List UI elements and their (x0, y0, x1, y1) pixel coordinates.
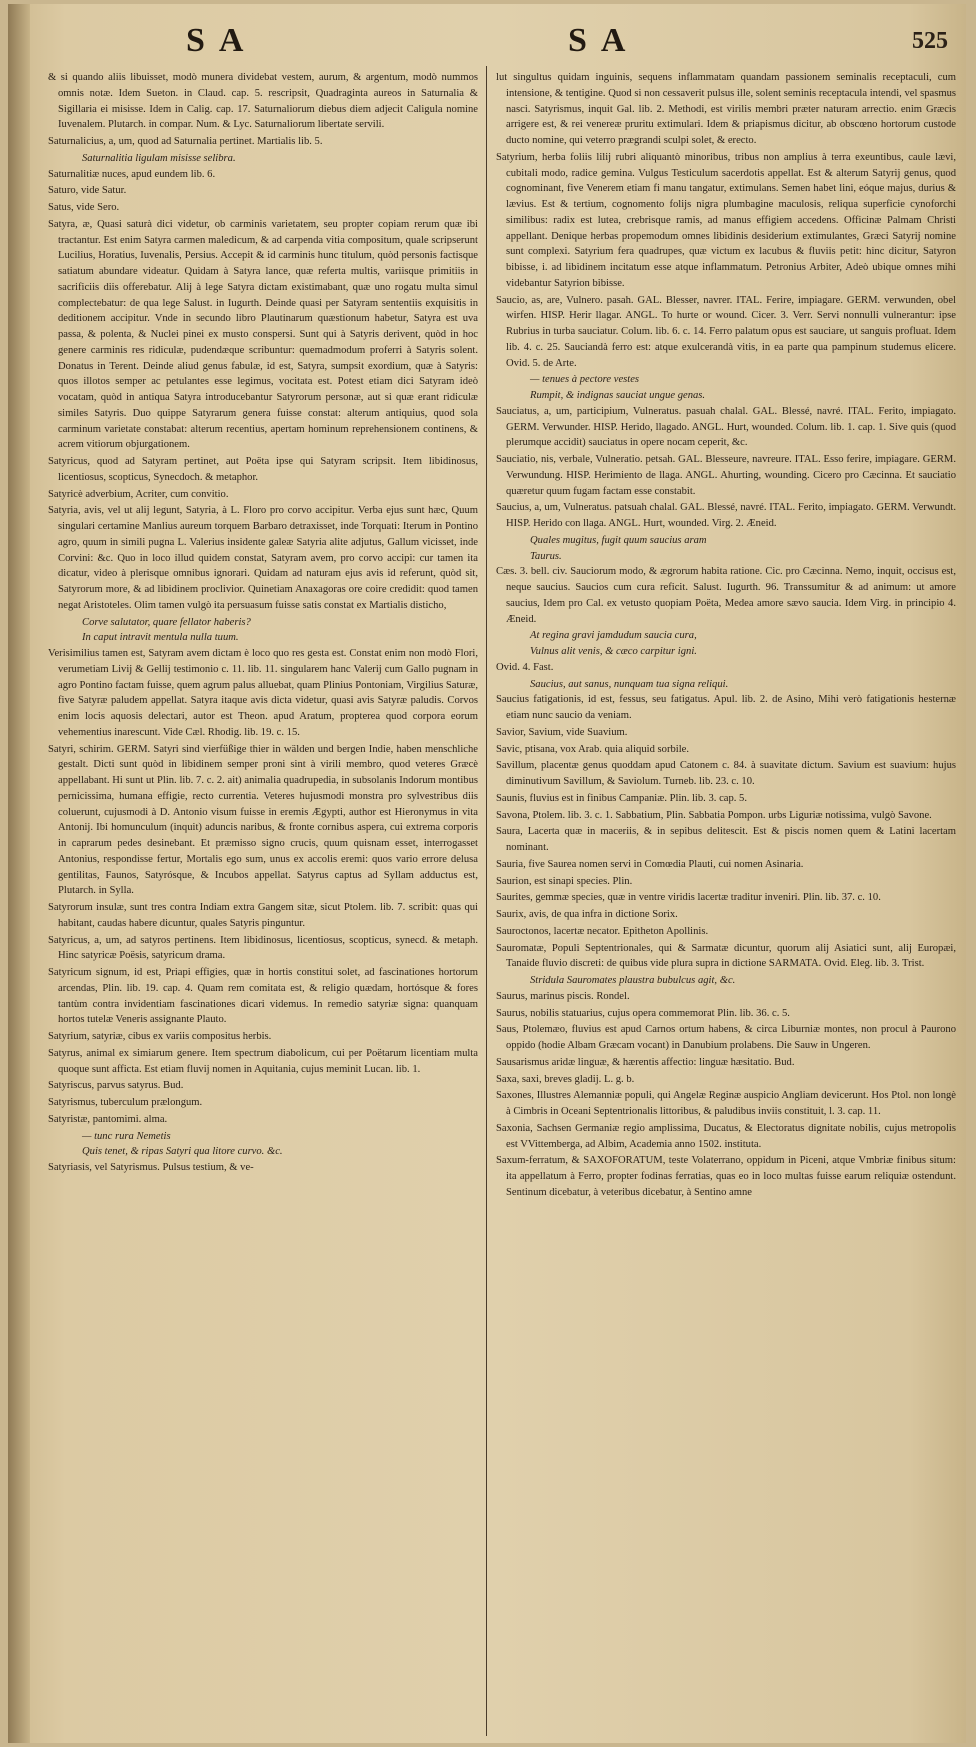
dictionary-entry: Savic, ptisana, vox Arab. quia aliquid sorbile. (496, 743, 690, 755)
dictionary-entry: Saturo, vide Satur. (48, 185, 127, 197)
dictionary-entry: Saxum-ferratum, & SAXOFORATUM, teste Volaterrano, oppidum in Piceni, atque Vmbriæ finibus situm: ita appellatum à Ferro, propter fodinas ferratias, quas eo in loco multas fuisse earum reliquiæ ostendunt. Sentinum dicebatur, à veteribus dicebatur, à Sentino amne (496, 1155, 956, 1198)
dictionary-entry: Saxa, saxi, breves gladij. L. g. b. (496, 1073, 635, 1085)
dictionary-entry: Ovid. 4. Fast. (496, 661, 554, 673)
dictionary-entry: Saura, Lacerta quæ in maceriis, & in sepibus delitescit. Est & piscis nomen quem & Latini lacertam nominant. (496, 826, 956, 853)
quoted-verse: Rumpit, & indignas sauciat ungue genas. (530, 390, 706, 401)
dictionary-entry: Verisimilius tamen est, Satyram avem dictam è loco quo res gesta est. Constat enim non modò Flori, verumetiam Livij & Gellij testimonio c. 11. lib. 11. singularem hanc Valerij cum Gallo pugnam in agro Pontino factam fuisse, quem agrum palus alluebat, quam Plinius Pontoniam, Virgilius Saturæ, five Satyræ paludem appellat. Satyra itaque avis dicta videtur, quasi avis Satyræ paludis. Corvos enim locis aquosis delectari, autor est Theon. apud Aratum, propterea quod corpora eorum vehementius inarescunt. Vide Cæl. Rhodig. lib. 19. c. 15. (48, 648, 478, 738)
dictionary-entry: Saurix, avis, de qua infra in dictione Sorix. (496, 909, 678, 920)
quoted-verse: Quis tenet, & ripas Satyri qua litore curvo. &c. (82, 1146, 283, 1158)
dictionary-entry: Saucius, a, um, Vulneratus. patsuah chalal. GAL. Blessé, navré. ITAL. Ferito, impiagato. GERM. Verwundt. HISP. Herido con llaga. ANGL. Hurt, wounded. Virg. 2. Æneid. (496, 502, 956, 529)
dictionary-entry: Savillum, placentæ genus quoddam apud Catonem c. 84. à suavitate dictum. Savium est suavium: hujus diminutivum Savillum, & Saviolum. Turneb. lib. 23. c. 10. (496, 760, 956, 787)
dictionary-entry: Satyricus, quod ad Satyram pertinet, aut Poëta ipse qui Satyram scripsit. Item libidinosus, licentiosus, scopticus, Synecdoch. & metaphor. (48, 456, 478, 483)
dictionary-entry: Saurion, est sinapi species. Plin. (496, 875, 633, 887)
dictionary-entry: Sauciatus, a, um, participium, Vulneratus. pasuah chalal. GAL. Blessé, navré. ITAL. Ferito, impiagato. GERM. Verwunder. HISP. Herido, llagado. ANGL. Hurt, wounded. Colum. lib. 1. cap. 1. Sive quis (quod plerumque accidit) sauciatus in opere nocam ceperit, &c. (496, 405, 956, 449)
dictionary-entry: Satyra, æ, Quasi saturà dici videtur, ob carminis varietatem, seu propter copiam rerum quæ ibi tractantur. Est enim Satyra carmen maledicum, & ad carpenda vitia compositum, quale scripserunt Lucilius, Horatius, Iuvenalis, Persius. Accepit & id carminis hunc titulum, quòd personis factisque satiatum abundare videatur. Quidam à Satyra lance, quæ referta multis, variisque primitiis in sacrificiis diis offerebatur. Alij à lege Satyra dictam existimabant, quæ uno rogatu multa simul complectebatur: de qua lege Salust. in Iugurth. Deinde quasi per Satyram sententiis exquisitis in deditionem accipitur. Vnde in secundo libro Plautinarum quæstionum habetur, Satyra est uva passa, & polenta, & Nuclei pinei ex musto conspersi. Sunt qui à Satyris derivent, quòd in hoc genere carminis res ridiculæ, pudendæque scribuntur: quemadmodum proferri à Satyris solent. Donatus in Terent. Deinde aliud genus fabulæ, id est, Satyra, sumpsit exordium, quæ à Satyris: quos illotos semper ac petulantes esse legimus, vocitata est. Potest etiam dici Satyram ideò vocatam, quòd in antiqua Satyra introducebantur Satyrorum personæ, aut si quæ erant ridiculæ similes Satyris. Duo quippe Satyrarum genera fuisse constat: alterum antiquius, quod sola carminum varietate constabat: alterum recentius, apertam hominum reprehensionem continens, & acrem vitiorum objurgationem. (48, 218, 478, 451)
quoted-verse: Corve salutator, quare fellator haberis? (82, 616, 251, 628)
dictionary-entry: Saunis, fluvius est in finibus Campaniæ. Plin. lib. 3. cap. 5. (496, 792, 748, 804)
dictionary-entry: Saurus, marinus piscis. Rondel. (496, 990, 630, 1002)
dictionary-entry: Satyrium, herba foliis lilij rubri aliquantò minoribus, tribus non amplius à terra exeuntibus, caule lævi, cubitali modo, radice gemina. Vulgus Testiculum sacerdotis appellat. Est & alterum Satyrij genus, quod cognominant, five Venerem etiam fi manu tangatur, extimulans. Semen habet lini, eóque majus, durius & lævius. Est & tertium, cognomento folijs nigra plumbagine maculosis, reliqua superficie cynoforchi similibus: radix est lutea, crebrisque ramis, ad manus effigiem accedens. Officinæ Palmam Christi appellant. Denique herbas propemodum omnes libidinis desiderium extimulantes, Græci Satyrij nomine sunt complexi. Satyrium fera quadrupes, quæ victum ex lacubus & fluviis petit: hinc dicitur, Satyron bibisse, i. ad libidinem incitatum esse atque inflammatum. Petronius Arbiter, Adeò ubique omnes mihi videbantur Satyrion bibisse. (496, 151, 956, 289)
right-column (496, 70, 956, 1735)
quoted-verse: — tunc rura Nemetis (82, 1130, 171, 1142)
dictionary-entry: lut singultus quidam inguinis, sequens inflammatam quandam passionem seminalis receptaculi, cum intensione, & tentigine. Quod si non cessaverit pulsus ille, solent seminis receptacula intendi, vel spasmus nasci. Satyrismus, inquit Gal. lib. 2. Methodi, est virilis membri præter naturam arrectio. enim Græcis arrigere est, & rei venereæ pruritu extimulari. Idem & priapismus dicitur, ab obscœno hortorum custode ducto nomine, qui veterro prægrandi sculpi solet, & erecto. (496, 72, 956, 146)
dictionary-entry: Saturnalitiæ nuces, apud eundem lib. 6. (48, 168, 216, 180)
dictionary-entry: Cæs. 3. bell. civ. Sauciorum modo, & ægrorum habita ratione. Cic. pro Cæcinna. Nemo, inquit, occisus est, neque saucius. Saucios cum cura reficit. Salust. Iugurth. 96. Transsumitur & ad animum: ut amore saucius, Idem pro Cal. ex vetusto quopiam Poëta, Medea amore sævo saucia. Idem Virg. in principio 4. Æneid. (496, 566, 956, 625)
dictionary-entry: Satyricè adverbium, Acriter, cum convitio. (48, 488, 229, 500)
dictionary-entry: Savona, Ptolem. lib. 3. c. 1. Sabbatium, Plin. Sabbatia Pompon. urbs Liguriæ notissima, vulgò Savone. (496, 809, 932, 821)
dictionary-entry: Saus, Ptolemæo, fluvius est apud Carnos ortum habens, & circa Liburniæ montes, non procul à Paurono oppido (hodie Albam Græcam vocant) in Danubium prolabens. Die Sauw in Ungeren. (496, 1024, 956, 1051)
quoted-verse: — tenues à pectore vestes (530, 374, 640, 386)
dictionary-entry: Sauroctonos, lacertæ necator. Epitheton Apollinis. (496, 925, 709, 937)
dictionary-entry: Satyri, schirim. GERM. Satyri sind vierfüßige thier in wälden und bergen Indie, haben menschliche gestalt. Dicti sunt quòd in libidinem semper proni sint à virili membro, quod veteres Græcè appellabant. Hi sunt ut Plin. lib. 7. c. 2. ait) animalia quadrupedia, in subsolanis Indorum montibus pernicissima, humana effigie, recto currentia. Veteres hujusmodi monstra pro sylvestribus diis coluerunt, cujusmodi à D. Antonio visum fuisse in eremis Ægypti, author est Hieronymus in vita Antonij. Ibi homunculum (inquit) aduncis naribus, & fronte cornibus aspera, cui extrema corporis in caprarum pedes desinebant. Et præmisso signo crucis, quum quisnam esset, interrogasset Antonius, respondisse fertur, Mortalis ego sum, unus ex accolis eremi: quos vario errore delusa gentilitas, Faunos, Satyrósque, & Incubos appellat. Satyrus captus ad Syllam adductus est, Plutarch. in Sylla. (48, 743, 478, 897)
dictionary-entry: Sauciatio, nis, verbale, Vulneratio. petsah. GAL. Blesseure, navreure. ITAL. Esso ferire, impiagare. GERM. Verwundung. HISP. Herimiento de llaga. ANGL. Ahurting, wounding. Cicero pro Cæcinna. Et sauciatio quæretur quum fugam factam esse constabit. (496, 454, 956, 497)
dictionary-entry: Satyrorum insulæ, sunt tres contra Indiam extra Gangem sitæ, sicut Ptolem. lib. 7. scribit: quas qui habitant, caudas habere dicuntur, quales Satyris pinguntur. (48, 902, 478, 929)
dictionary-entry: Saturnalicius, a, um, quod ad Saturnalia pertinet. Martialis lib. 5. (48, 136, 323, 147)
dictionary-entry: Satyriscus, parvus satyrus. Bud. (48, 1080, 184, 1092)
dictionary-entry: Satyriasis, vel Satyrismus. Pulsus testium, & ve- (48, 1162, 254, 1173)
dictionary-entry: Satyricus, a, um, ad satyros pertinens. Item libidinosus, licentiosus, scopticus, synecd. & metaph. Hinc satyricæ Poësis, satyricum drama. (48, 934, 478, 962)
dictionary-entry: & si quando aliis libuisset, modò munera dividebat vestem, aurum, & argentum, modò nummos omnis notæ. Idem Sueton. in Claud. cap. 5. rescripsit, Quadraginta aureos in Saturnalia & Sigillaria ei misisse. Idem in Calig. cap. 17. Saturnaliorum diebus diem adjecit Caligula nomine Iuvenalem. Plutarch. in compar. Num. & Lyc. Saturnaliorum libertate servili. (48, 72, 478, 131)
dictionary-entry: Saucius fatigationis, id est, fessus, seu fatigatus. Apul. lib. 2. de Asino, Mihi verò fatigationis hesternæ etiam nunc saucio da veniam. (496, 694, 956, 721)
dictionary-entry: Satyrium, satyriæ, cibus ex variis compositus herbis. (48, 1031, 272, 1042)
quoted-verse: Quales mugitus, fugit quum saucius aram (530, 534, 707, 546)
left-column (48, 70, 478, 1735)
quoted-verse: Vulnus alit venis, & cæco carpitur igni. (530, 646, 697, 657)
quoted-verse: Saturnalitia ligulam misisse selibra. (82, 152, 236, 164)
dictionary-entry: Sauria, five Saurea nomen servi in Comœdia Plauti, cui nomen Asinaria. (496, 858, 804, 870)
dictionary-entry: Satyrus, animal ex simiarum genere. Item spectrum diabolicum, cui per Poëtarum licentiam multa quoque sunt afficta. Est etiam fluvij nomen in Aquitania, cujus meminit Lucan. lib. 1. (48, 1047, 478, 1075)
quoted-verse: Saucius, aut sanus, nunquam tua signa reliqui. (530, 678, 729, 690)
quoted-verse: Stridula Sauromates plaustra bubulcus agit, &c. (530, 975, 736, 986)
book-spine (8, 4, 30, 1743)
quoted-verse: In caput intravit mentula nulla tuum. (82, 632, 239, 644)
dictionary-entry: Sausarismus aridæ linguæ, & hærentis affectio: linguæ hæsitatio. Bud. (496, 1056, 795, 1068)
dictionary-entry: Satyria, avis, vel ut alij legunt, Satyria, à L. Floro pro corvo accipitur. Verba ejus sunt hæc, Quum singulari certamine Manlius aureum torquem Barbaro detraxisset, inde Torquati: Iterum in Pontino agro, quum in simili pugna L. Valerius insidente galeæ Satyria alite adjutus, Gallum vicisset, inde Corvini: &c. Quo in loco illud quidem constat, Satyram avem, pro corvo accipi: cur tamen ita dicatur, video à plerisque omnibus ignorari. Quidam ad naturam ejus avis id referunt, quòd sit, Satyrorum more, & ad libidinem proclivior. Quinetiam Anaxagoras ore coire credidit: quod tamen negat Aristoteles. Olim tamen vulgò ita persuasum fuisse satis constat ex Martialis disticho, (48, 505, 478, 611)
column-divider (486, 66, 487, 1736)
dictionary-entry: Satyrismus, tuberculum prælongum. (48, 1097, 203, 1108)
dictionary-entry: Saucio, as, are, Vulnero. pasah. GAL. Blesser, navrer. ITAL. Ferire, impiagare. GERM. verwunden, obel wirfen. HISP. Herir llagar. ANGL. To hurte or wound. Cicer. 3. Verr. Servi nonnulli vulnerantur: ipse Rubrius in turba sauciatur. Colum. lib. 6. c. 14. Ferro palatum opus est sauciare, ut sanguis profluat. Idem lib. 4. c. 25. Sauciandà ferro est: atque exulcerandà vitis, in ea parte qua pampinum studemus elicere. Ovid. 5. de Arte. (496, 294, 956, 369)
dictionary-entry: Savior, Savium, vide Suavium. (496, 726, 628, 738)
dictionary-entry: Saxonia, Sachsen Germaniæ regio amplissima, Ducatus, & Electoratus dignitate nobilis, cujus metropolis est VVittemberga, ad Albim, Academia anno 1502. instituta. (496, 1122, 956, 1150)
dictionary-entry: Satyristæ, pantomimi. alma. (48, 1113, 168, 1125)
running-head-right: SA (568, 22, 640, 59)
book-page (8, 4, 966, 1743)
page-number: 525 (912, 28, 948, 54)
dictionary-entry: Saurites, gemmæ species, quæ in ventre viridis lacertæ traditur inveniri. Plin. lib. 37. c. 10. (496, 892, 881, 904)
quoted-verse: At regina gravi jamdudum saucia cura, (530, 630, 697, 642)
quoted-verse: Taurus. (530, 550, 562, 562)
running-head-left: SA (186, 22, 258, 59)
dictionary-entry: Sauromatæ, Populi Septentrionales, qui & Sarmatæ dicuntur, quorum alij Asiatici sunt, alij Europæi, Tanaide fluvio discreti: de quibus vide plura supra in dictione SARMATA. Ovid. Eleg. lib. 3. Trist. (496, 942, 956, 970)
dictionary-entry: Saurus, nobilis statuarius, cujus opera commemorat Plin. lib. 36. c. 5. (496, 1007, 790, 1019)
dictionary-entry: Satus, vide Sero. (48, 202, 120, 213)
dictionary-entry: Satyricum signum, id est, Priapi effigies, quæ in hortis constitui solet, ad fascinationes hortorum arcendas, Plin. lib. 19. cap. 4. Quam rem comitata est, & religio quædam, hortósque & fores tantùm contra invidentiam fascinationes dicari videmus. In remedio satyriæ signa: quanquam hortos tutelæ Veneris assignante Plauto. (48, 967, 478, 1026)
dictionary-entry: Saxones, Illustres Alemanniæ populi, qui Angelæ Reginæ auspicio Angliam devicerunt. Hos Ptol. non longè à Cimbris in Oceani Septentrionalis littoribus, & paludibus inviis constituit, l. 3. cap. 11. (496, 1090, 956, 1117)
